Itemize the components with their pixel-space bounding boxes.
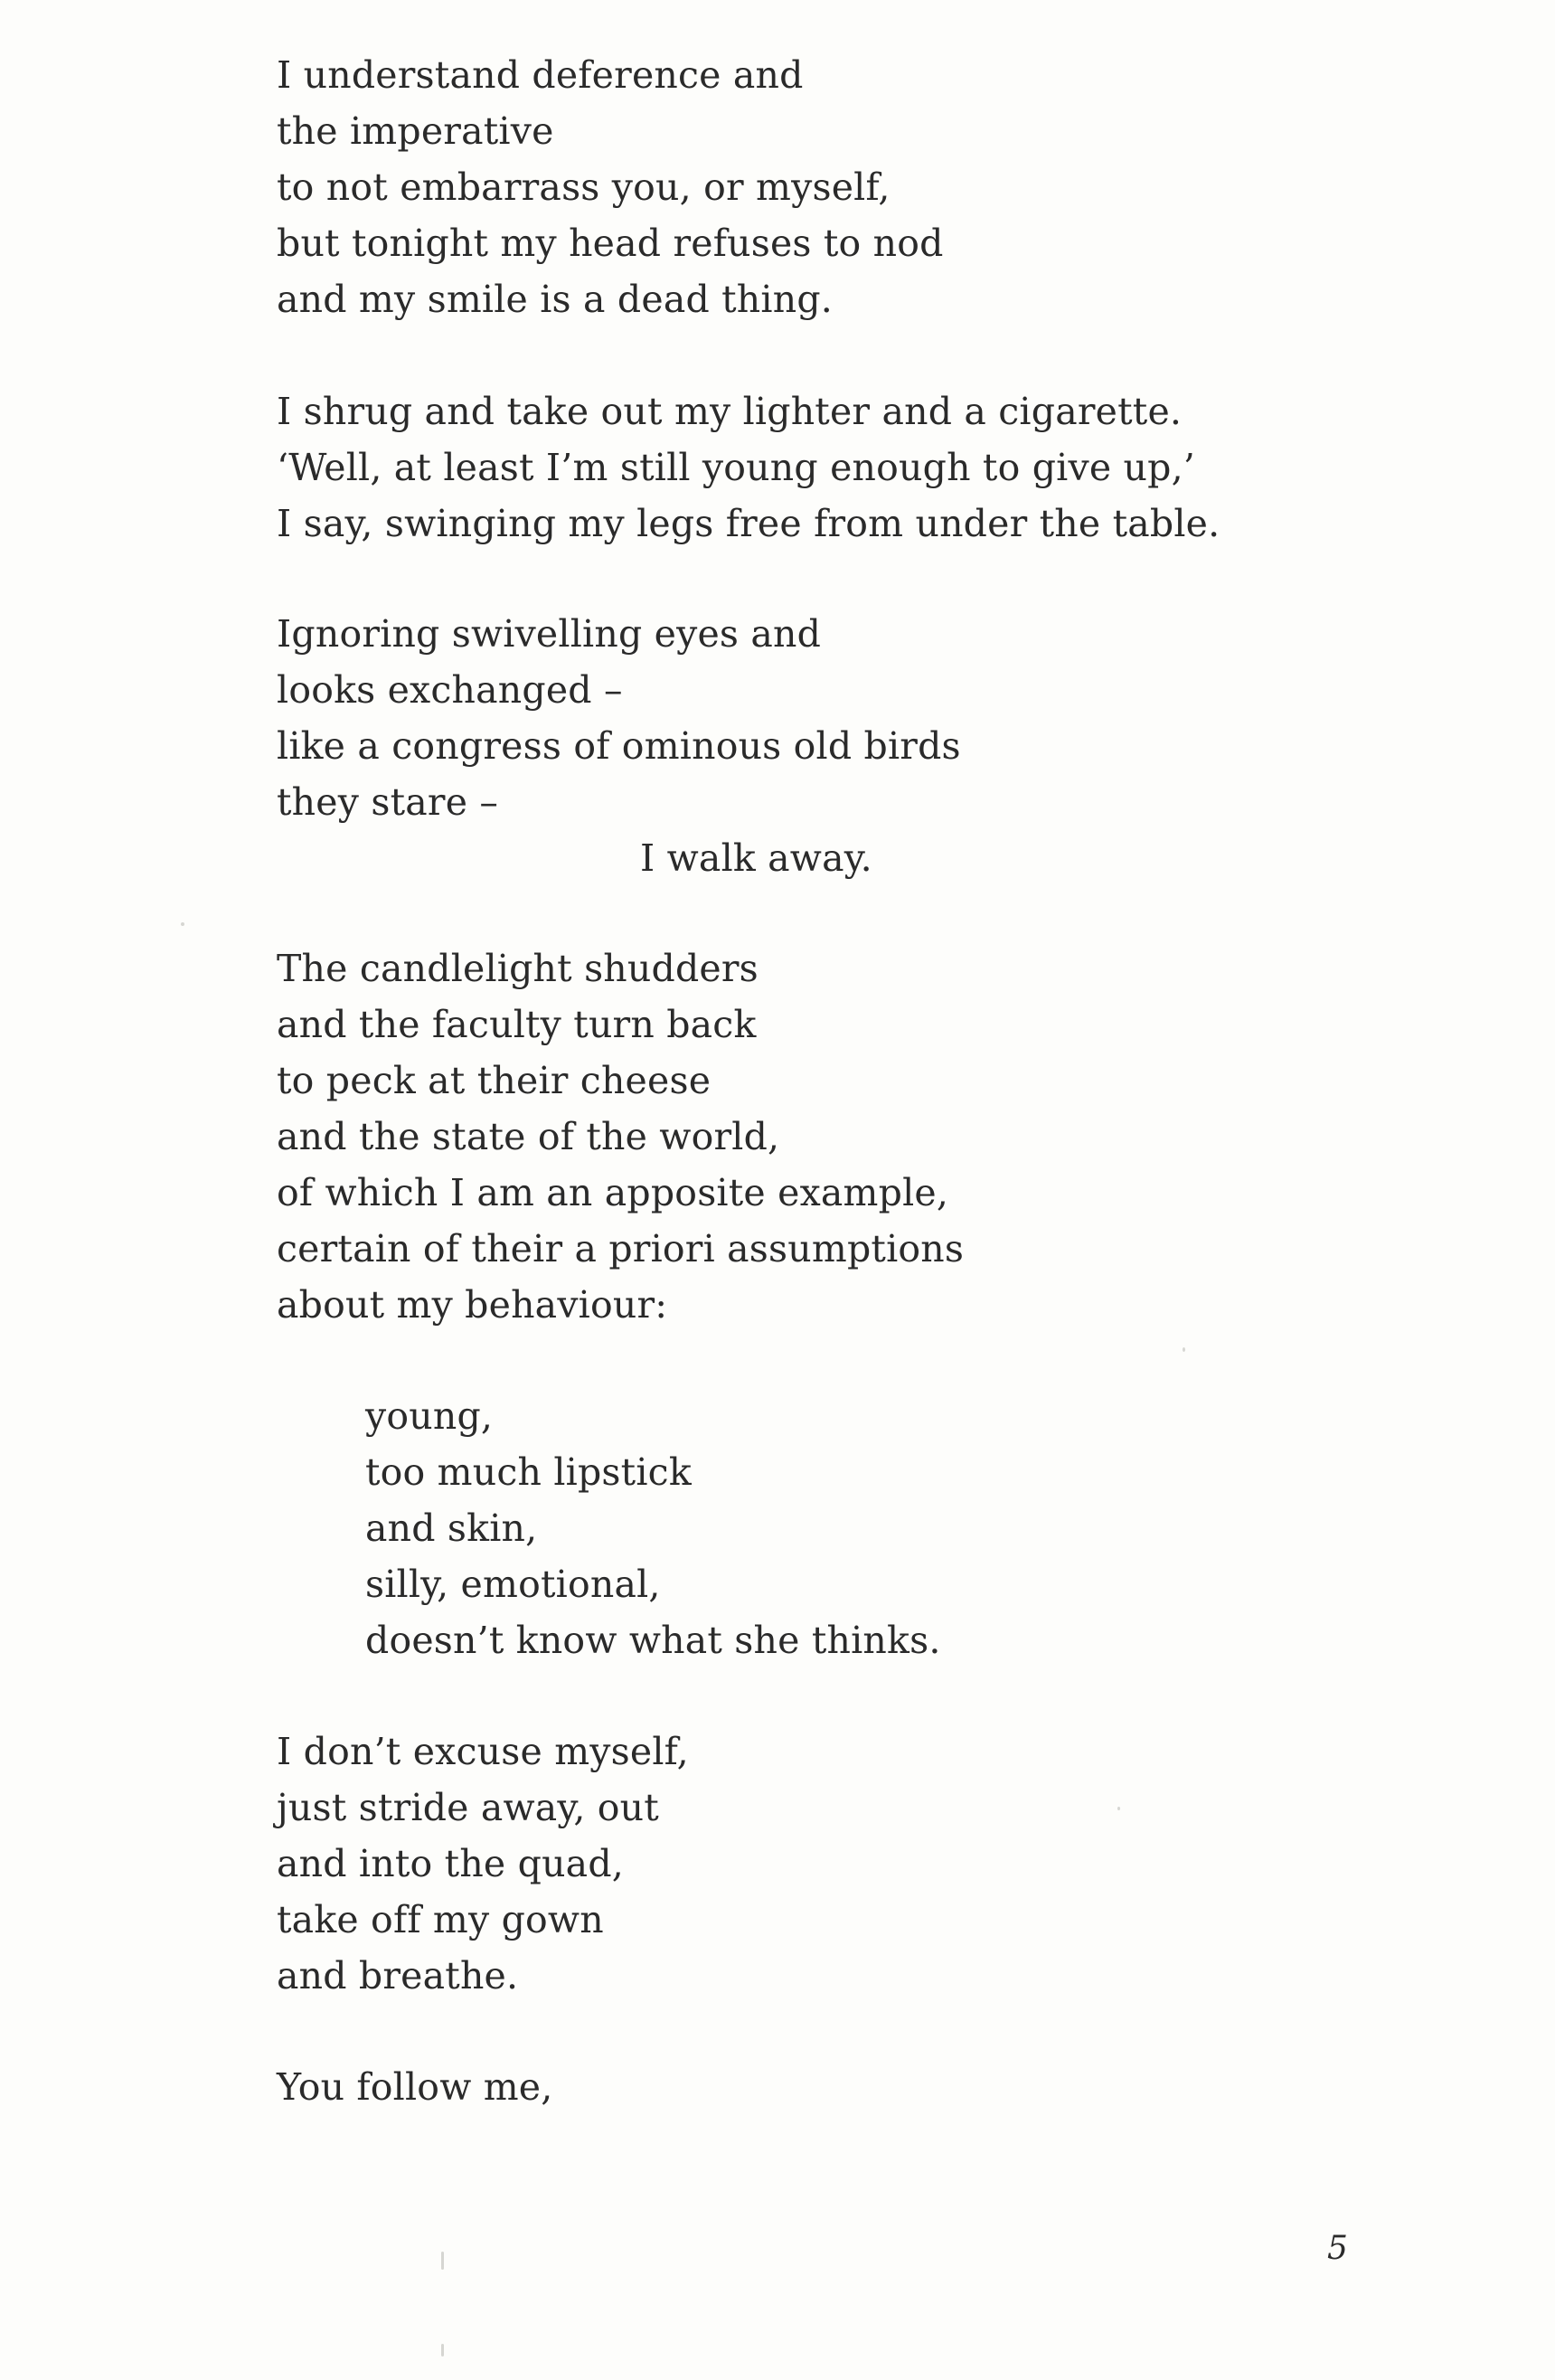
scan-speck — [1117, 1807, 1120, 1810]
poem-line: just stride away, out — [277, 1786, 659, 1829]
poem-line: I walk away. — [640, 836, 872, 880]
poem-line: ‘Well, at least I’m still young enough to give up,’ — [277, 446, 1196, 489]
poem-line: You follow me, — [277, 2065, 553, 2109]
poem-line: I say, swinging my legs free from under the table. — [277, 502, 1220, 545]
poem-line: doesn’t know what she thinks. — [365, 1619, 941, 1662]
poem-line: of which I am an apposite example, — [277, 1171, 949, 1214]
poem-line: the imperative — [277, 109, 554, 153]
page-number: 5 — [1327, 2230, 1348, 2267]
poem-line: Ignoring swivelling eyes and — [277, 612, 822, 656]
poem-line: like a congress of ominous old birds — [277, 724, 961, 768]
poem-line: but tonight my head refuses to nod — [277, 222, 944, 265]
poem-line: The candlelight shudders — [277, 947, 759, 990]
poem-line: I shrug and take out my lighter and a cigarette. — [277, 390, 1183, 433]
poem-line: young, — [365, 1394, 494, 1438]
poem-line: I understand deference and — [277, 53, 804, 97]
poem-line: and into the quad, — [277, 1842, 624, 1885]
poem-line: they stare – — [277, 780, 499, 824]
scan-speck — [1183, 1347, 1185, 1352]
scan-speck — [181, 922, 184, 926]
poem-line: looks exchanged – — [277, 668, 623, 712]
poem-line: too much lipstick — [365, 1450, 692, 1494]
poem-line: to not embarrass you, or myself, — [277, 165, 891, 209]
poem-line: to peck at their cheese — [277, 1059, 712, 1102]
poem-line: and the faculty turn back — [277, 1003, 757, 1046]
poem-line: certain of their a priori assumptions — [277, 1227, 965, 1270]
poem-line: and skin, — [365, 1506, 538, 1550]
poem-line: and my smile is a dead thing. — [277, 278, 834, 321]
poem-line: and breathe. — [277, 1954, 519, 1998]
poem-line: silly, emotional, — [365, 1563, 661, 1606]
poem-line: I don’t excuse myself, — [277, 1730, 689, 1773]
scan-speck — [441, 2344, 444, 2356]
poem-line: about my behaviour: — [277, 1283, 668, 1327]
scan-speck — [441, 2252, 444, 2270]
poem-line: take off my gown — [277, 1898, 604, 1941]
poem-line: and the state of the world, — [277, 1115, 780, 1158]
